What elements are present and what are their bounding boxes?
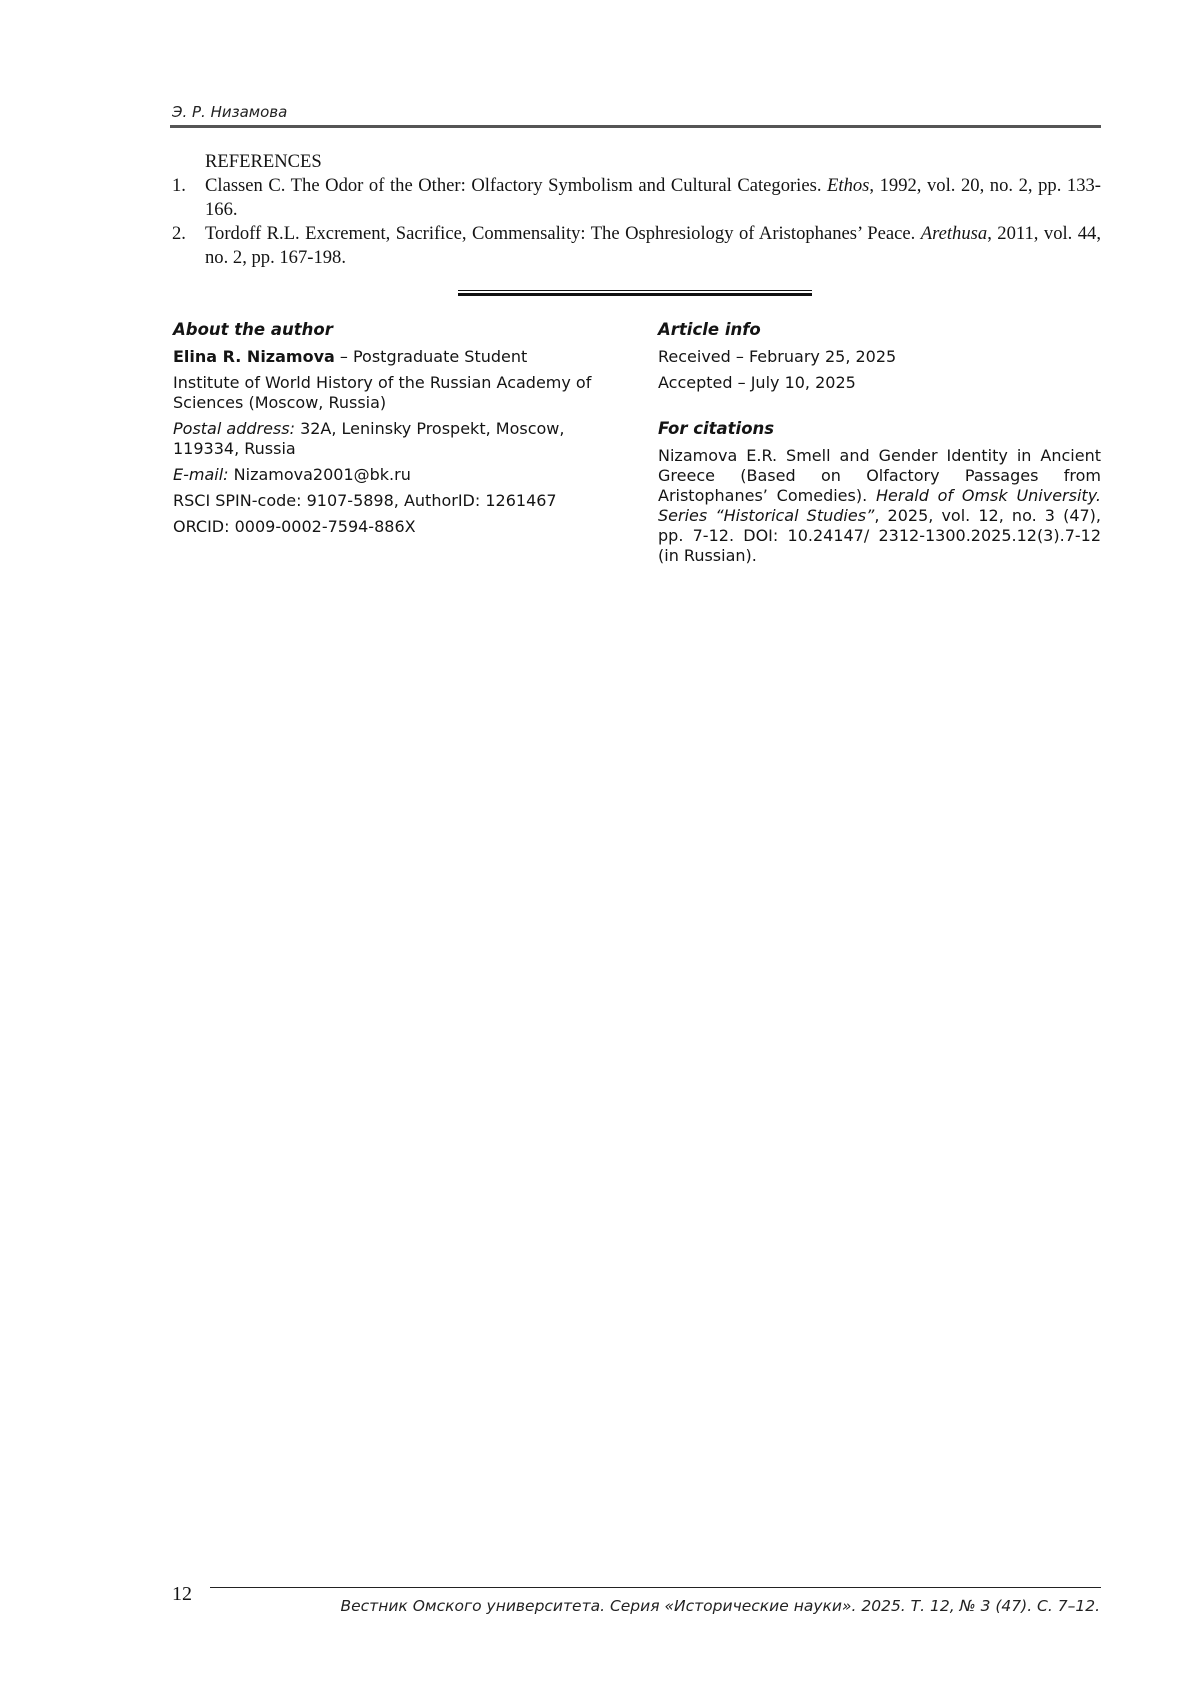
references-section	[172, 150, 1101, 270]
reference-text	[205, 222, 1101, 270]
reference-details: , 2011, vol. 44, no. 2, pp. 167-198.	[205, 223, 1101, 268]
email-value: Nizamova2001@bk.ru	[228, 465, 411, 484]
footer-rule	[210, 1587, 1101, 1588]
orcid-line: ORCID: 0009-0002-7594-886X	[173, 517, 416, 536]
citation-body: Nizamova E.R. Smell and Gender Identity in Ancient Greece (Based on Olfactory Passages from Aristophanes’ Comedies).	[658, 446, 1101, 505]
citations-heading: For citations	[658, 419, 775, 438]
email-label: E-mail:	[173, 465, 229, 484]
citation-details: , 2025, vol. 12, no. 3 (47), pp. 7-12. DOI: 10.24147/ 2312-1300.2025.12(3).7-12 (in Russian).	[658, 506, 1102, 565]
header-rule	[170, 125, 1101, 128]
reference-journal: Arethusa	[920, 223, 988, 244]
reference-journal: Ethos	[827, 175, 870, 196]
author-name-line	[173, 347, 618, 367]
reference-number: 2.	[172, 223, 186, 244]
reference-item	[172, 222, 1101, 270]
footer-journal: Вестник Омского университета. Серия «Исторические науки». 2025. Т. 12, № 3 (47). С. 7–12.	[340, 1597, 1100, 1615]
references-title: REFERENCES	[205, 151, 322, 172]
reference-number: 1.	[172, 175, 186, 196]
author-institute: Institute of World History of the Russian Academy of Sciences (Moscow, Russia)	[173, 373, 592, 412]
postal-address	[173, 419, 618, 459]
reference-item	[172, 174, 1101, 222]
email-line	[173, 465, 618, 485]
page-number: 12	[172, 1583, 192, 1605]
article-info-column	[658, 320, 1101, 572]
reference-body: Tordoff R.L. Excrement, Sacrifice, Commensality: The Osphresiology of Aristophanes’ Peace.	[205, 223, 921, 244]
reference-text	[205, 174, 1101, 222]
section-divider	[458, 290, 812, 296]
postal-value: 32A, Leninsky Prospekt, Moscow, 119334, Russia	[173, 419, 565, 458]
reference-details: , 1992, vol. 20, no. 2, pp. 133-166.	[205, 175, 1101, 220]
reference-body: Classen C. The Odor of the Other: Olfactory Symbolism and Cultural Categories.	[205, 175, 828, 196]
author-position: – Postgraduate Student	[334, 347, 528, 366]
about-author-heading: About the author	[173, 320, 333, 339]
about-author-column	[173, 320, 618, 543]
accepted-date: Accepted – July 10, 2025	[658, 373, 856, 392]
running-header-author: Э. Р. Низамова	[172, 103, 288, 121]
author-name: Elina R. Nizamova	[173, 347, 335, 366]
article-info-heading: Article info	[658, 320, 761, 339]
rsci-line: RSCI SPIN-code: 9107-5898, AuthorID: 1261467	[173, 491, 557, 510]
citation-text	[658, 446, 1101, 566]
received-date: Received – February 25, 2025	[658, 347, 897, 366]
postal-label: Postal address:	[173, 419, 295, 438]
citation-journal: Herald of Omsk University. Series “Historical Studies”	[658, 486, 1102, 525]
